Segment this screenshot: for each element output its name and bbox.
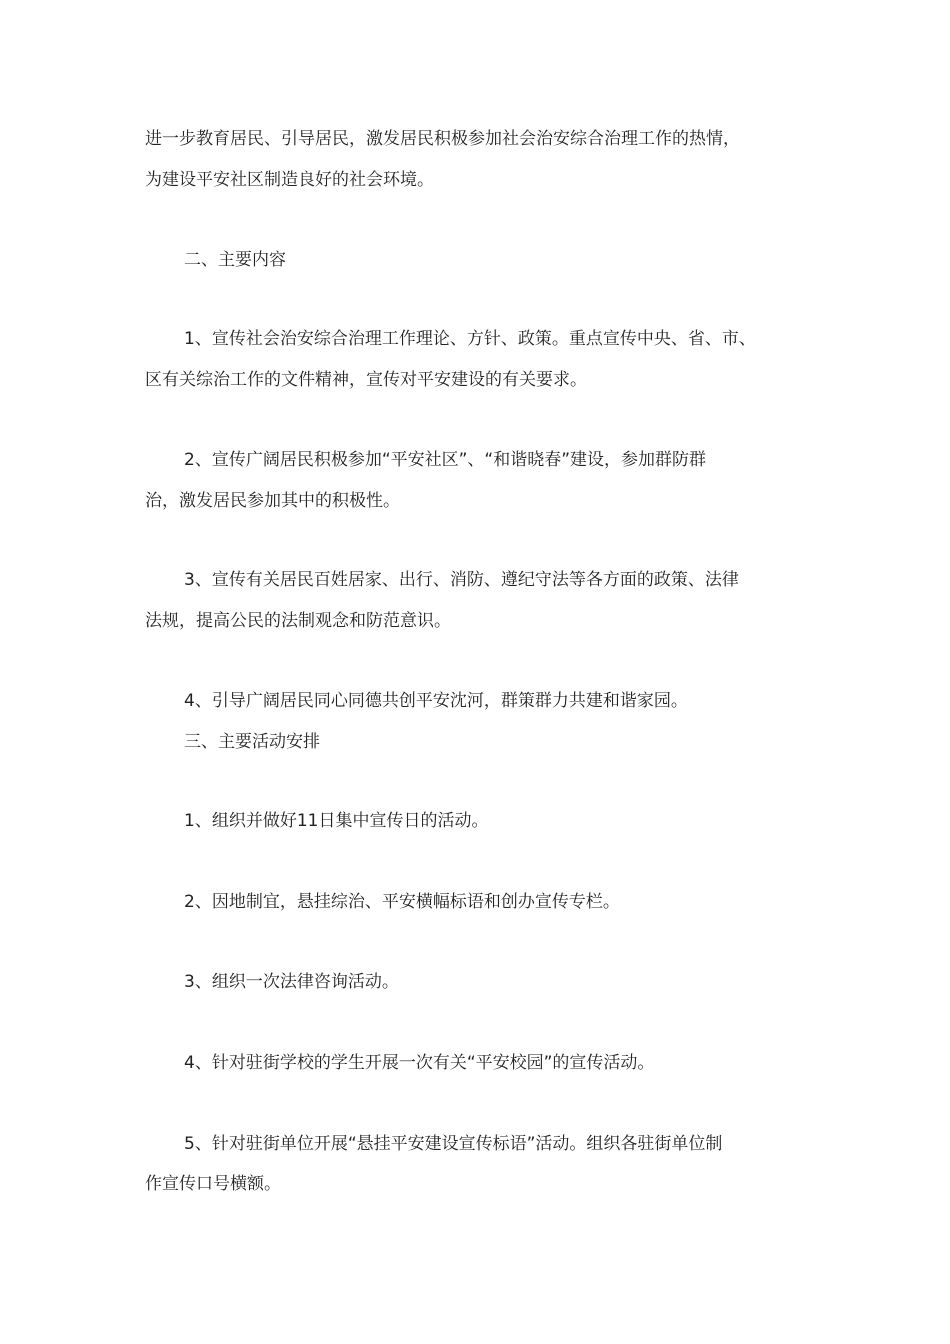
content-item-1-line-1: 1、宣传社会治安综合治理工作理论、方针、政策。重点宣传中央、省、市、: [184, 329, 756, 349]
activity-item-5-line-2: 作宣传口号横额。: [145, 1174, 281, 1194]
content-item-4: 4、引导广阔居民同心同德共创平安沈河，群策群力共建和谐家园。: [184, 691, 688, 711]
content-item-1-line-2: 区有关综治工作的文件精神，宣传对平安建设的有关要求。: [145, 370, 587, 390]
content-item-3-line-1: 3、宣传有关居民百姓居家、出行、消防、遵纪守法等各方面的政策、法律: [184, 570, 739, 590]
content-item-3-line-2: 法规，提高公民的法制观念和防范意识。: [145, 611, 451, 631]
paragraph-intro-line-2: 为建设平安社区制造良好的社会环境。: [145, 170, 434, 190]
section-heading-activities: 三、主要活动安排: [184, 732, 320, 752]
activity-item-3: 3、组织一次法律咨询活动。: [184, 972, 399, 992]
content-item-2-line-1: 2、宣传广阔居民积极参加“平安社区”、“和谐晓春”建设，参加群防群: [184, 450, 707, 470]
activity-item-4: 4、针对驻街学校的学生开展一次有关“平安校园”的宣传活动。: [184, 1053, 655, 1073]
content-item-2-line-2: 治，激发居民参加其中的积极性。: [145, 491, 400, 511]
paragraph-intro-line-1: 进一步教育居民、引导居民，激发居民积极参加社会治安综合治理工作的热情，: [145, 129, 740, 149]
section-heading-main-content: 二、主要内容: [184, 250, 286, 270]
activity-item-2: 2、因地制宜，悬挂综治、平安横幅标语和创办宣传专栏。: [184, 892, 620, 912]
activity-item-1: 1、组织并做好11日集中宣传日的活动。: [184, 811, 489, 831]
activity-item-5-line-1: 5、针对驻街单位开展“悬挂平安建设宣传标语”活动。组织各驻街单位制: [184, 1134, 723, 1154]
